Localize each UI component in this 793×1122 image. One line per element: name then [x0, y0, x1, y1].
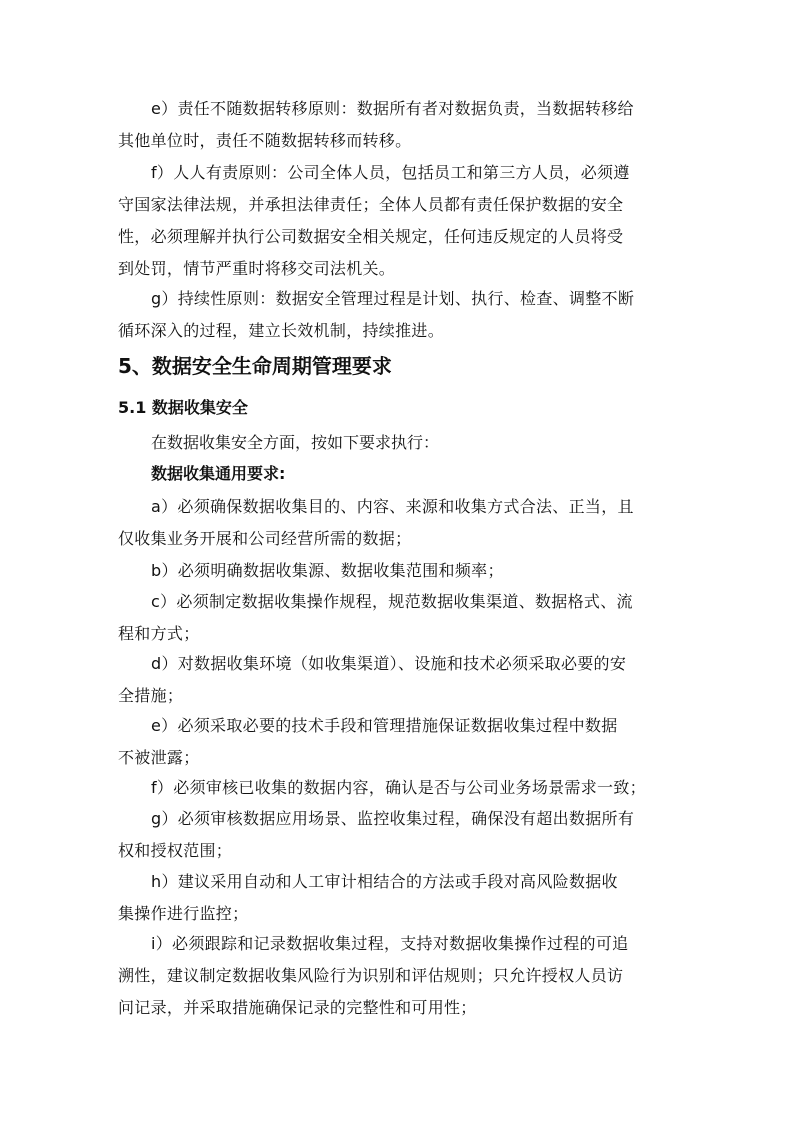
paragraph-line: 不被泄露； [118, 748, 200, 767]
paragraph-line: 全措施； [118, 686, 184, 705]
paragraph-line: 问记录，并采取措施确保记录的完整性和可用性； [118, 998, 477, 1017]
requirement-g [118, 803, 678, 867]
paragraph-line: 守国家法律法规，并承担法律责任；全体人员都有责任保护数据的安全 [118, 195, 624, 214]
paragraph-line: d）对数据收集环境（如收集渠道）、设施和技术必须采取必要的安 [151, 654, 627, 673]
paragraph-line: 权和授权范围； [118, 841, 233, 860]
section-5-heading: 5、数据安全生命周期管理要求 [118, 354, 392, 378]
requirement-c [118, 586, 678, 650]
principle-f-paragraph [118, 157, 678, 285]
general-requirements-title: 数据收集通用要求: [151, 464, 286, 483]
paragraph-line: 溯性，建议制定数据收集风险行为识别和评估规则；只允许授权人员访 [118, 966, 624, 985]
paragraph-line: h）建议采用自动和人工审计相结合的方法或手段对高风险数据收 [151, 872, 618, 891]
paragraph-line: g）持续性原则：数据安全管理过程是计划、执行、检查、调整不断 [151, 289, 635, 308]
paragraph-line: g）必须审核数据应用场景、监控收集过程，确保没有超出数据所有 [151, 809, 635, 828]
paragraph-line: 程和方式； [118, 624, 200, 643]
paragraph-line: f）人人有责原则：公司全体人员，包括员工和第三方人员，必须遵 [151, 163, 630, 182]
paragraph-line: 仅收集业务开展和公司经营所需的数据； [118, 529, 412, 548]
requirement-f [118, 772, 678, 804]
section-5-1-heading: 5.1 数据收集安全 [118, 398, 248, 417]
requirement-h [118, 866, 678, 930]
principle-e-paragraph [118, 93, 678, 157]
paragraph-line: c）必须制定数据收集操作规程，规范数据收集渠道、数据格式、流 [151, 592, 633, 611]
paragraph-line: 到处罚，情节严重时将移交司法机关。 [118, 259, 396, 278]
requirement-e [118, 710, 678, 774]
paragraph-line: 集操作进行监控； [118, 904, 249, 923]
intro-text: 在数据收集安全方面，按如下要求执行： [151, 433, 440, 452]
paragraph-line: e）必须采取必要的技术手段和管理措施保证数据收集过程中数据 [151, 716, 618, 735]
principle-g-paragraph [118, 283, 678, 347]
paragraph-line: f）必须审核已收集的数据内容，确认是否与公司业务场景需求一致； [151, 778, 646, 797]
requirement-d [118, 648, 678, 712]
paragraph-line: e）责任不随数据转移原则：数据所有者对数据负责，当数据转移给 [151, 99, 634, 118]
paragraph-line: 其他单位时，责任不随数据转移而转移。 [118, 131, 412, 150]
paragraph-line: 循环深入的过程，建立长效机制，持续推进。 [118, 321, 445, 340]
requirement-a [118, 491, 678, 555]
paragraph-line: 性，必须理解并执行公司数据安全相关规定，任何违反规定的人员将受 [118, 227, 624, 246]
requirement-b [118, 555, 678, 587]
paragraph-line: b）必须明确数据收集源、数据收集范围和频率； [151, 561, 504, 580]
paragraph-line: a）必须确保数据收集目的、内容、来源和收集方式合法、正当，且 [151, 497, 634, 516]
paragraph-line: i）必须跟踪和记录数据收集过程，支持对数据收集操作过程的可追 [151, 934, 629, 953]
requirement-i [118, 928, 678, 1024]
